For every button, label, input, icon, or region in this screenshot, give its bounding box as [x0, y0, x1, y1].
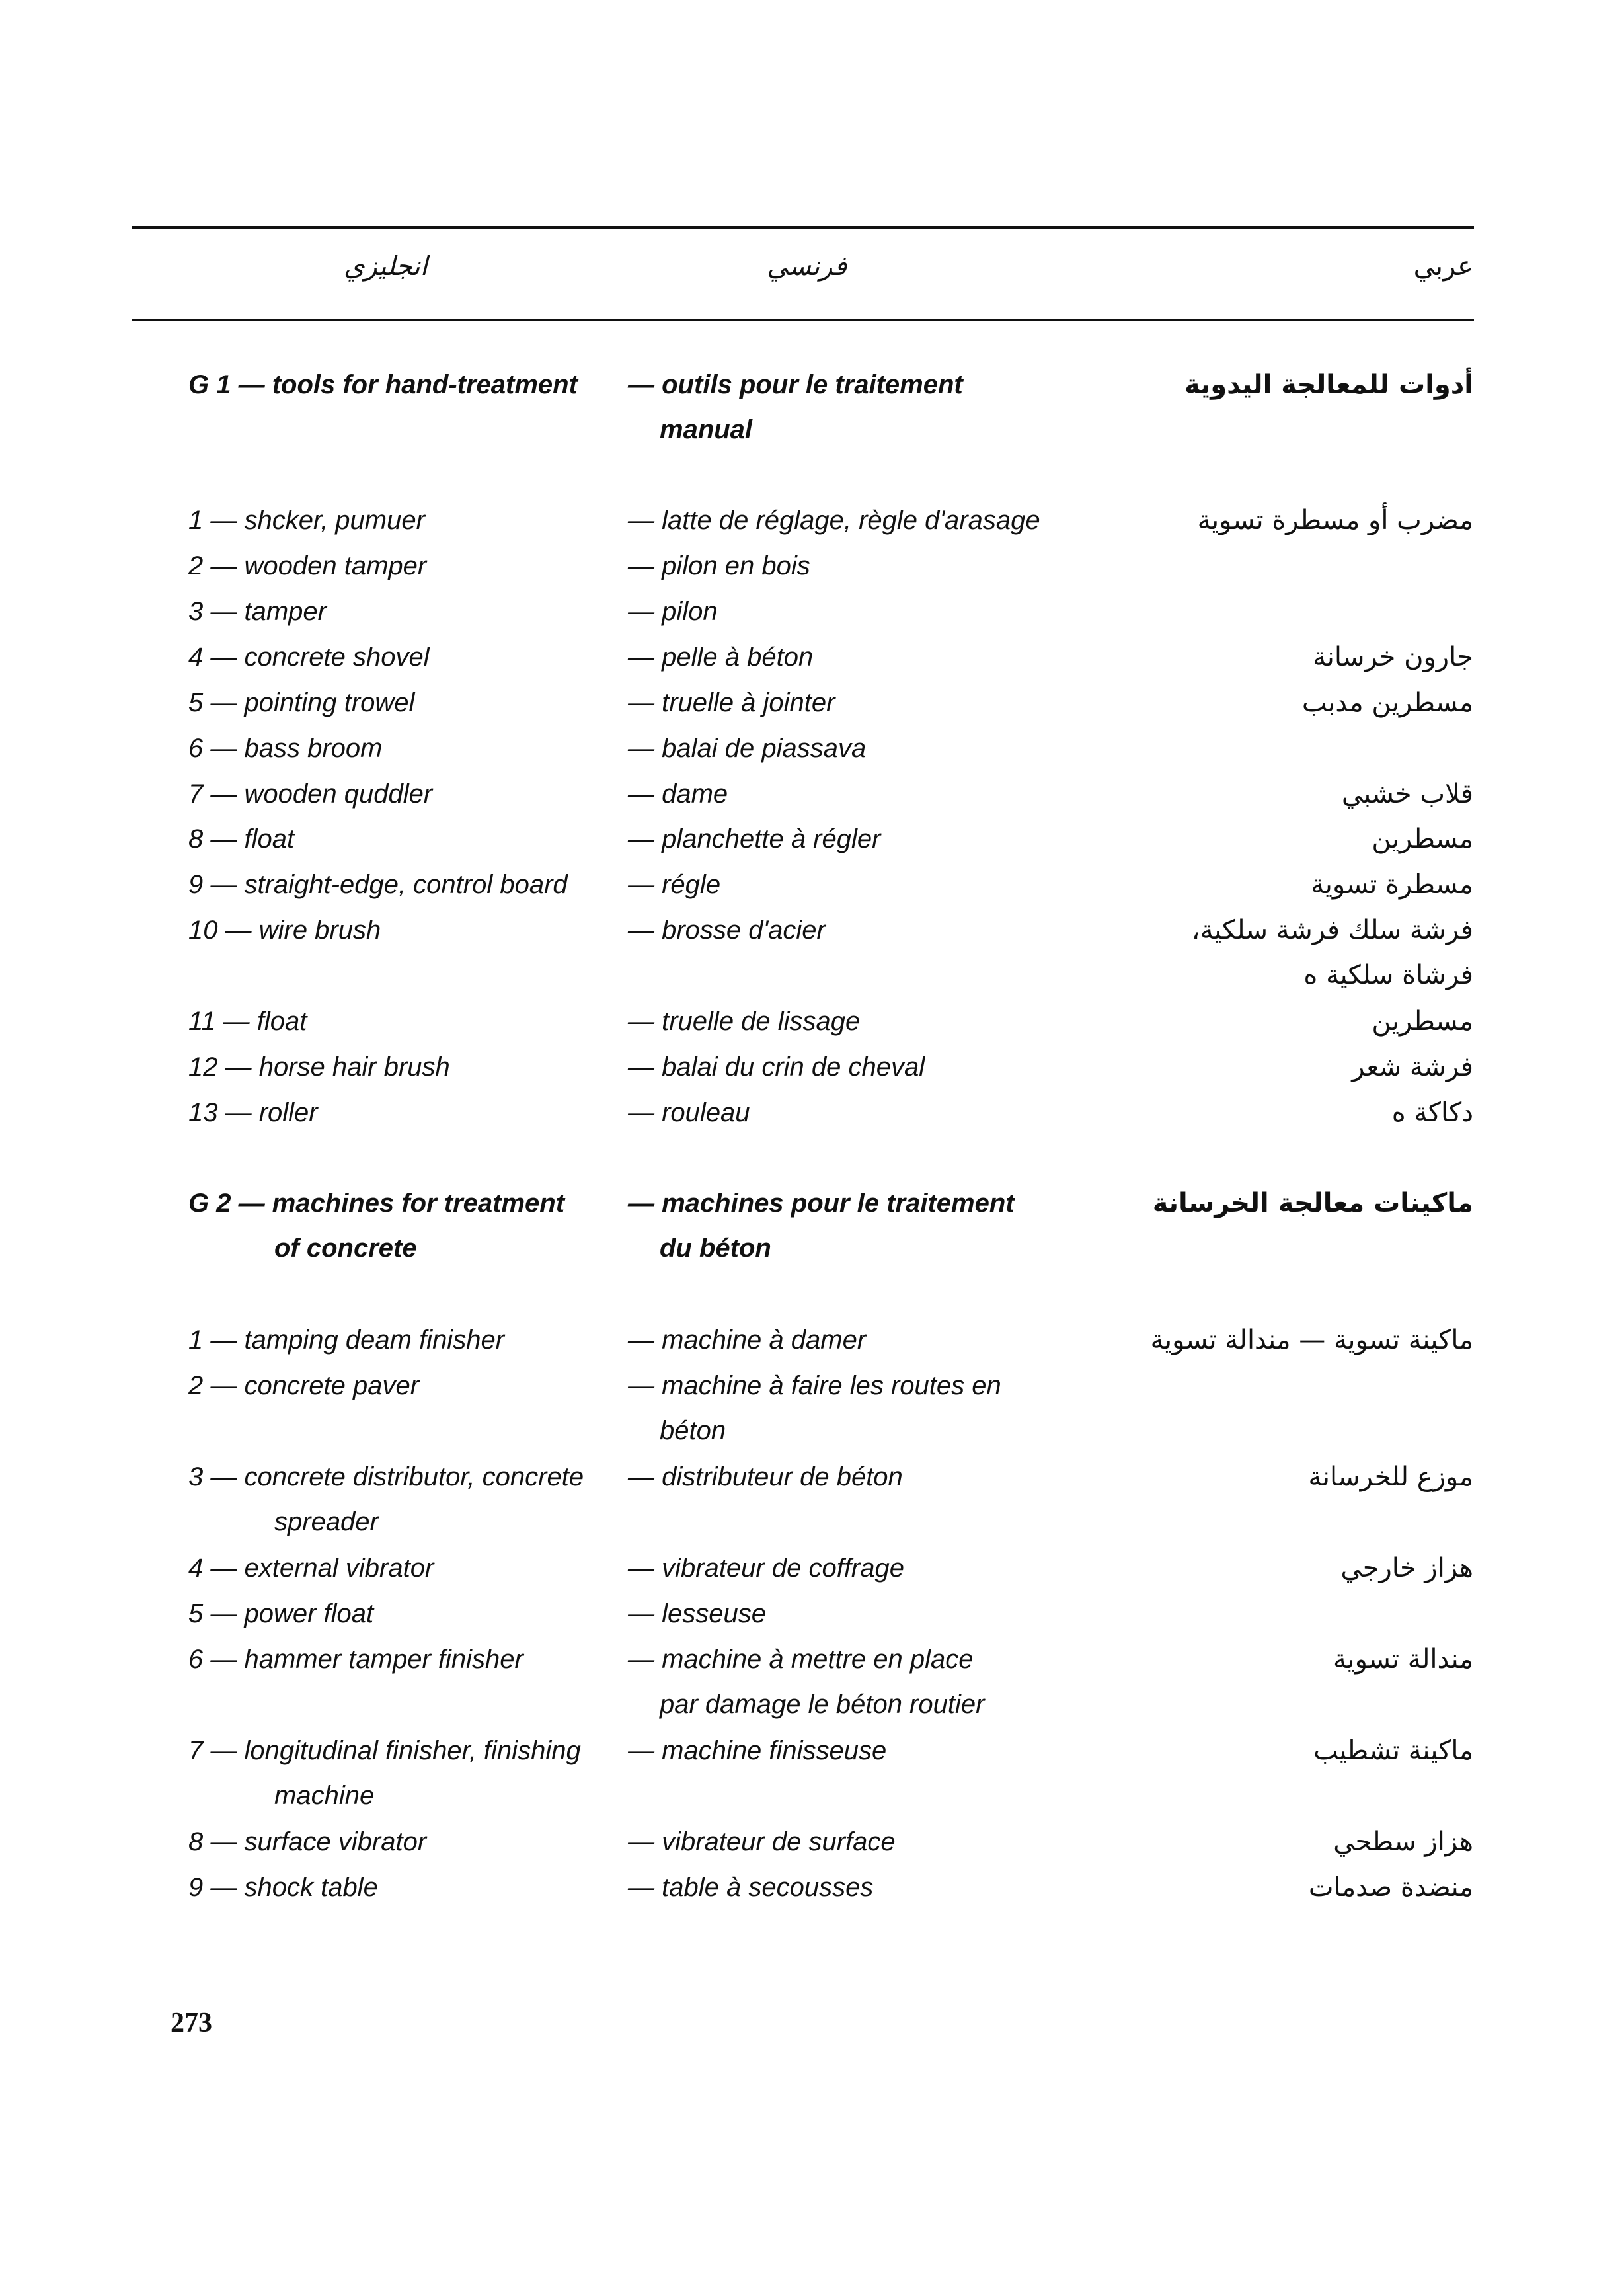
- term-french: [628, 1045, 925, 1089]
- term-english: [188, 1637, 523, 1682]
- term-line: 8 — float: [188, 824, 295, 853]
- term-french: [628, 862, 720, 907]
- term-line: 5 — power float: [188, 1599, 374, 1628]
- term-line: 9 — straight-edge, control board: [188, 870, 568, 899]
- term-arabic: [1333, 1637, 1473, 1682]
- term-english: [188, 1546, 434, 1591]
- term-line: spreader: [274, 1507, 379, 1536]
- term-line: 4 — concrete shovel: [188, 643, 430, 672]
- term-arabic: [1198, 498, 1473, 543]
- term-french: [628, 362, 963, 452]
- term-french: [628, 1819, 896, 1864]
- term-french: [628, 635, 813, 680]
- term-line: فرشة شعر: [1352, 1052, 1473, 1082]
- term-line: — machines pour le traitement: [628, 1189, 1015, 1218]
- term-line: — machine à mettre en place: [628, 1645, 974, 1674]
- term-line: 2 — wooden tamper: [188, 551, 427, 580]
- term-line: — vibrateur de surface: [628, 1827, 896, 1856]
- term-french: [628, 1090, 750, 1135]
- term-french: [628, 589, 718, 634]
- page-number: 273: [171, 2008, 212, 2038]
- term-english: [188, 498, 425, 543]
- term-english: [188, 635, 430, 680]
- term-line: 3 — concrete distributor, concrete: [188, 1462, 584, 1491]
- term-arabic: [1153, 1181, 1473, 1226]
- term-english: [188, 726, 382, 771]
- term-arabic: [1352, 1045, 1473, 1089]
- term-line: فرشة سلك فرشة سلكية،: [1191, 915, 1473, 945]
- top-rule: [132, 226, 1474, 229]
- term-line: — machine à faire les routes en: [628, 1371, 1001, 1400]
- term-french: [628, 1454, 903, 1499]
- term-line: — lesseuse: [628, 1599, 766, 1628]
- term-english: [188, 908, 381, 953]
- term-arabic: [1311, 862, 1473, 907]
- term-arabic: [1392, 1090, 1473, 1135]
- term-english: [188, 1045, 450, 1089]
- term-line: 5 — pointing trowel: [188, 688, 415, 717]
- term-line: 9 — shock table: [188, 1873, 378, 1902]
- term-line: — rouleau: [628, 1098, 750, 1127]
- term-arabic: [1302, 680, 1473, 725]
- term-line: — planchette à régler: [628, 824, 881, 853]
- term-english: [188, 362, 578, 407]
- term-arabic: [1333, 1819, 1473, 1864]
- column-header-french: فرنسي: [767, 251, 847, 282]
- term-english: [188, 1591, 373, 1636]
- term-line: of concrete: [274, 1234, 417, 1263]
- term-arabic: [1309, 1865, 1473, 1910]
- term-line: — truelle à jointer: [628, 688, 835, 717]
- term-english: [188, 1318, 504, 1363]
- term-line: منضدة صدمات: [1308, 1872, 1473, 1903]
- column-header-english: انجليزي: [344, 251, 428, 282]
- term-line: G 2 — machines for treatment: [188, 1189, 565, 1218]
- term-line: 2 — concrete paver: [188, 1371, 420, 1400]
- term-line: 1 — shcker, pumuer: [188, 506, 425, 535]
- column-header-arabic: عربي: [1413, 251, 1473, 282]
- term-french: [628, 816, 880, 861]
- term-line: 8 — surface vibrator: [188, 1827, 427, 1856]
- term-line: — dame: [628, 779, 728, 809]
- term-english: [188, 1090, 318, 1135]
- header-rule: [132, 319, 1474, 321]
- term-line: — pilon en bois: [628, 551, 810, 580]
- term-english: [188, 1865, 378, 1910]
- term-line: manual: [660, 415, 753, 444]
- term-line: G 1 — tools for hand-treatment: [188, 370, 578, 399]
- term-line: — outils pour le traitement: [628, 370, 963, 399]
- term-line: ماكينة تسوية — مندالة تسوية: [1150, 1325, 1473, 1355]
- term-arabic: [1340, 1546, 1473, 1591]
- term-line: 7 — wooden quddler: [188, 779, 433, 809]
- term-arabic: [1313, 1728, 1473, 1773]
- term-french: [628, 772, 728, 816]
- term-line: 12 — horse hair brush: [188, 1052, 450, 1082]
- term-english: [188, 589, 327, 634]
- term-line: 1 — tamping deam finisher: [188, 1326, 505, 1355]
- term-line: 10 — wire brush: [188, 916, 381, 945]
- term-line: — vibrateur de coffrage: [628, 1554, 904, 1583]
- term-french: [628, 498, 1040, 543]
- term-arabic: [1372, 999, 1473, 1044]
- term-line: أدوات للمعالجة اليدوية: [1184, 370, 1473, 400]
- term-line: مندالة تسوية: [1333, 1644, 1473, 1675]
- term-english: [188, 1181, 564, 1271]
- term-arabic: [1151, 1318, 1473, 1363]
- term-line: 13 — roller: [188, 1098, 318, 1127]
- term-english: [188, 543, 426, 588]
- term-english: [188, 862, 568, 907]
- term-arabic: [1184, 362, 1473, 407]
- term-line: — balai du crin de cheval: [628, 1052, 925, 1082]
- term-line: — distributeur de béton: [628, 1462, 903, 1491]
- term-french: [628, 1637, 984, 1727]
- term-line: — régle: [628, 870, 721, 899]
- term-french: [628, 1181, 1015, 1271]
- term-french: [628, 1728, 886, 1773]
- term-line: 7 — longitudinal finisher, finishing: [188, 1736, 581, 1765]
- term-arabic: [1342, 772, 1473, 816]
- term-line: فرشاة سلكية ه: [1303, 960, 1473, 990]
- term-line: موزع للخرسانة: [1308, 1462, 1473, 1492]
- term-line: béton: [660, 1416, 726, 1445]
- term-line: — table à secousses: [628, 1873, 874, 1902]
- term-line: قلاب خشبي: [1341, 779, 1473, 809]
- term-line: هزاز خارجي: [1340, 1553, 1473, 1583]
- term-line: مسطرين مدبب: [1301, 688, 1473, 718]
- term-french: [628, 1318, 866, 1363]
- term-line: — pilon: [628, 597, 718, 626]
- term-line: 4 — external vibrator: [188, 1554, 434, 1583]
- term-french: [628, 999, 860, 1044]
- term-english: [188, 816, 294, 861]
- term-line: 11 — float: [188, 1007, 307, 1036]
- term-french: [628, 680, 835, 725]
- term-french: [628, 1546, 904, 1591]
- term-line: مسطرين: [1372, 1006, 1473, 1037]
- term-english: [188, 1728, 581, 1818]
- term-line: — pelle à béton: [628, 643, 814, 672]
- term-english: [188, 999, 307, 1044]
- term-french: [628, 908, 826, 953]
- term-english: [188, 1363, 419, 1408]
- term-english: [188, 772, 432, 816]
- term-french: [628, 1363, 1001, 1453]
- term-line: ماكينة تشطيب: [1313, 1735, 1473, 1766]
- term-line: دكاكة ه: [1391, 1097, 1473, 1128]
- term-line: ماكينات معالجة الخرسانة: [1152, 1188, 1473, 1218]
- term-line: — balai de piassava: [628, 734, 867, 763]
- term-english: [188, 680, 414, 725]
- term-line: 3 — tamper: [188, 597, 327, 626]
- term-arabic: [1192, 908, 1473, 998]
- term-arabic: [1313, 635, 1473, 680]
- term-english: [188, 1454, 584, 1544]
- term-arabic: [1308, 1454, 1473, 1499]
- term-line: جارون خرسانة: [1313, 642, 1473, 672]
- term-line: مسطرين: [1372, 824, 1473, 854]
- term-line: du béton: [660, 1234, 771, 1263]
- term-line: مسطرة تسوية: [1311, 869, 1473, 900]
- term-line: machine: [274, 1781, 375, 1810]
- term-french: [628, 1865, 873, 1910]
- term-english: [188, 1819, 426, 1864]
- term-line: — machine finisseuse: [628, 1736, 887, 1765]
- term-line: — latte de réglage, règle d'arasage: [628, 506, 1040, 535]
- term-french: [628, 1591, 766, 1636]
- term-line: مضرب أو مسطرة تسوية: [1197, 505, 1473, 535]
- term-line: 6 — bass broom: [188, 734, 383, 763]
- term-line: — brosse d'acier: [628, 916, 826, 945]
- term-french: [628, 543, 810, 588]
- term-line: — machine à damer: [628, 1326, 867, 1355]
- term-line: 6 — hammer tamper finisher: [188, 1645, 523, 1674]
- term-french: [628, 726, 866, 771]
- term-arabic: [1372, 816, 1473, 861]
- term-line: par damage le béton routier: [660, 1690, 985, 1719]
- term-line: — truelle de lissage: [628, 1007, 861, 1036]
- term-line: هزاز سطحي: [1333, 1827, 1473, 1857]
